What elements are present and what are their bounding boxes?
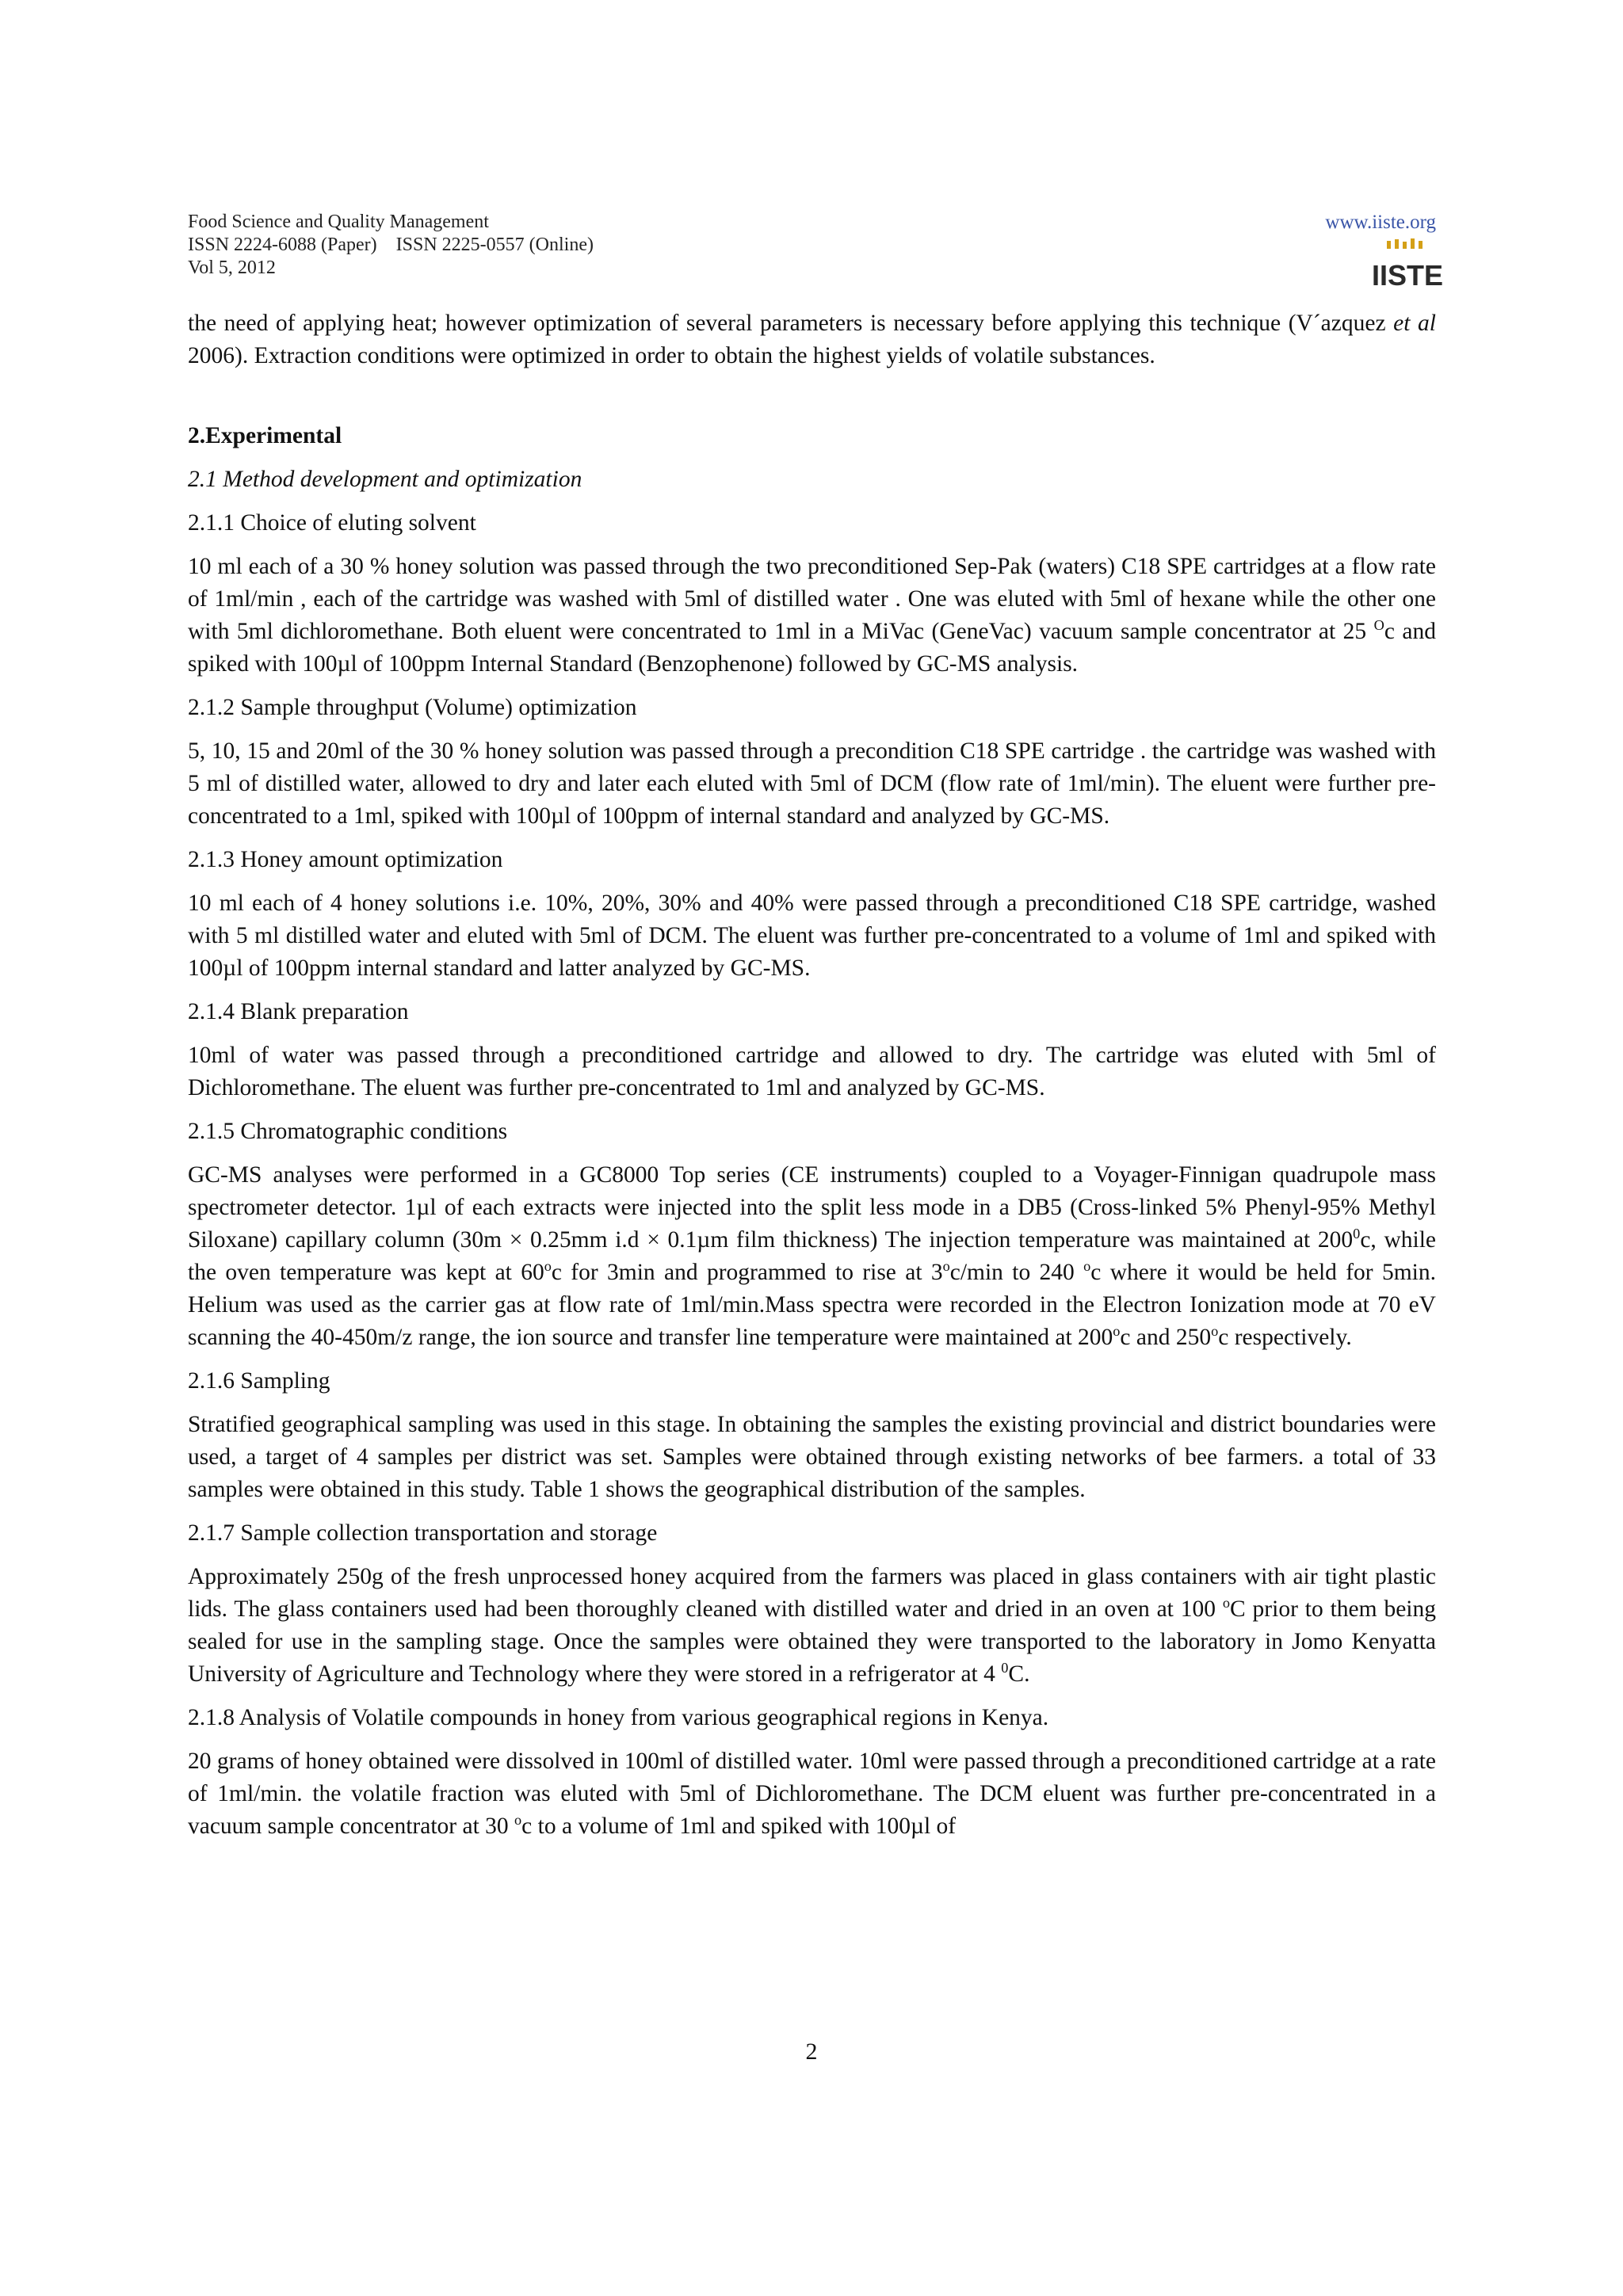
intro-paragraph: the need of applying heat; however optimization of several parameters is necessary before applying this technique (V´azquez et al 2006). Extraction conditions were optimized in order to obtain the highest yields of volatile substances. <box>188 311 1436 368</box>
paragraph-2-1-6: Stratified geographical sampling was used in this stage. In obtaining the samples the existing provincial and district boundaries were used, a target of 4 samples per district was set. Samples were obtained through existing networks of bee farmers. a total of 33 samples were obtained in this study. Table 1 shows the geographical distribution of the samples. <box>188 1412 1436 1502</box>
paragraph-2-1-2: 5, 10, 15 and 20ml of the 30 % honey solution was passed through a precondition C18 SPE cartridge . the cartridge was washed with 5 ml of distilled water, allowed to dry and later each eluted with 5ml of DCM (flow rate of 1ml/min). The eluent were further pre-concentrated to a 1ml, spiked with 100µl of 100ppm of internal standard and analyzed by GC-MS. <box>188 738 1436 829</box>
heading-2-1-7: 2.1.7 Sample collection transportation and storage <box>188 1520 658 1546</box>
paragraph-2-1-4: 10ml of water was passed through a preconditioned cartridge and allowed to dry. The cartridge was eluted with 5ml of Dichloromethane. The eluent was further pre-concentrated to 1ml and analyzed by GC-MS. <box>188 1043 1436 1100</box>
journal-header <box>188 211 594 280</box>
paragraph-2-1-8: 20 grams of honey obtained were dissolved in 100ml of distilled water. 10ml were passed through a preconditioned cartridge at a rate of 1ml/min. the volatile fraction was eluted with 5ml of Dichloromethane. The DCM eluent was further pre-concentrated in a vacuum sample concentrator at 30 $^o$c to a volume of 1ml and spiked with 100µl of <box>188 1749 1436 1839</box>
paragraph-2-1-1: 10 ml each of a 30 % honey solution was passed through the two preconditioned Sep-Pak (waters) C18 SPE cartridges at a flow rate of 1ml/min , each of the cartridge was washed with 5ml of distilled water . One was eluted with 5ml of hexane while the other one with 5ml dichloromethane. Both eluent were concentrated to 1ml in a MiVac (GeneVac) vacuum sample concentrator at 25 $^O$c and spiked with 100µl of 100ppm Internal Standard (Benzophenone) followed by GC-MS analysis. <box>188 554 1437 677</box>
heading-2-1-3: 2.1.3 Honey amount optimization <box>188 847 503 872</box>
paragraph-2-1-7: Approximately 250g of the fresh unprocessed honey acquired from the farmers was placed in glass containers with air tight plastic lids. The glass containers used had been thoroughly cleaned with distilled water and dried in an oven at 100 $^o$C prior to them being sealed for use in the sampling stage. Once the samples were obtained they were transported to the laboratory in Jomo Kenyatta University of Agriculture and Technology where they were stored in a refrigerator at 4 $^0$C. <box>188 1564 1436 1687</box>
journal-name: Food Science and Quality Management <box>188 212 489 232</box>
logo-text: IISTE <box>1371 259 1444 292</box>
heading-2-1-8: 2.1.8 Analysis of Volatile compounds in honey from various geographical regions in Kenya. <box>188 1705 1049 1730</box>
heading-2-1-5: 2.1.5 Chromatographic conditions <box>188 1119 508 1144</box>
heading-2-1-1: 2.1.1 Choice of eluting solvent <box>188 510 476 536</box>
journal-volume: Vol 5, 2012 <box>188 257 276 278</box>
heading-2-1-2: 2.1.2 Sample throughput (Volume) optimization <box>188 695 637 720</box>
paragraph-2-1-3: 10 ml each of 4 honey solutions i.e. 10%, 20%, 30% and 40% were passed through a preconditioned C18 SPE cartridge, washed with 5 ml distilled water and eluted with 5ml of DCM. The eluent was further pre-concentrated to a volume of 1ml and spiked with 100µl of 100ppm internal standard and latter analyzed by GC-MS. <box>188 891 1436 981</box>
heading-2-1-6: 2.1.6 Sampling <box>188 1368 330 1394</box>
journal-issn: ISSN 2224-6088 (Paper) ISSN 2225-0557 (Online) <box>188 235 594 255</box>
publisher-url[interactable]: www.iiste.org <box>1325 212 1436 233</box>
publisher-header <box>1325 211 1444 292</box>
paragraph-2-1-5: GC-MS analyses were performed in a GC8000 Top series (CE instruments) coupled to a Voyager-Finnigan quadrupole mass spectrometer detector. 1µl of each extracts were injected into the split less mode in a DB5 (Cross-linked 5% Phenyl-95% Methyl Siloxane) capillary column (30m × 0.25mm i.d × 0.1µm film thickness) The injection temperature was maintained at $200^0c$, while the oven temperature was kept at 60$^o$c for 3min and programmed to rise at 3$^o$c/min to 240 $^o$c where it would be held for 5min. Helium was used as the carrier gas at flow rate of 1ml/min.Mass spectra were recorded in the Electron Ionization mode at 70 eV scanning the 40-450m/z range, the ion source and transfer line temperature were maintained at 200$^o$c and 250$^o$c respectively. <box>188 1162 1437 1350</box>
heading-2-1-4: 2.1.4 Blank preparation <box>188 999 409 1024</box>
iiste-logo-icon <box>1371 236 1444 292</box>
subsection-title: 2.1 Method development and optimization <box>188 467 582 492</box>
article-body <box>188 307 1436 1854</box>
section-title: 2.Experimental <box>188 423 342 448</box>
page-number: 2 <box>805 2039 818 2065</box>
